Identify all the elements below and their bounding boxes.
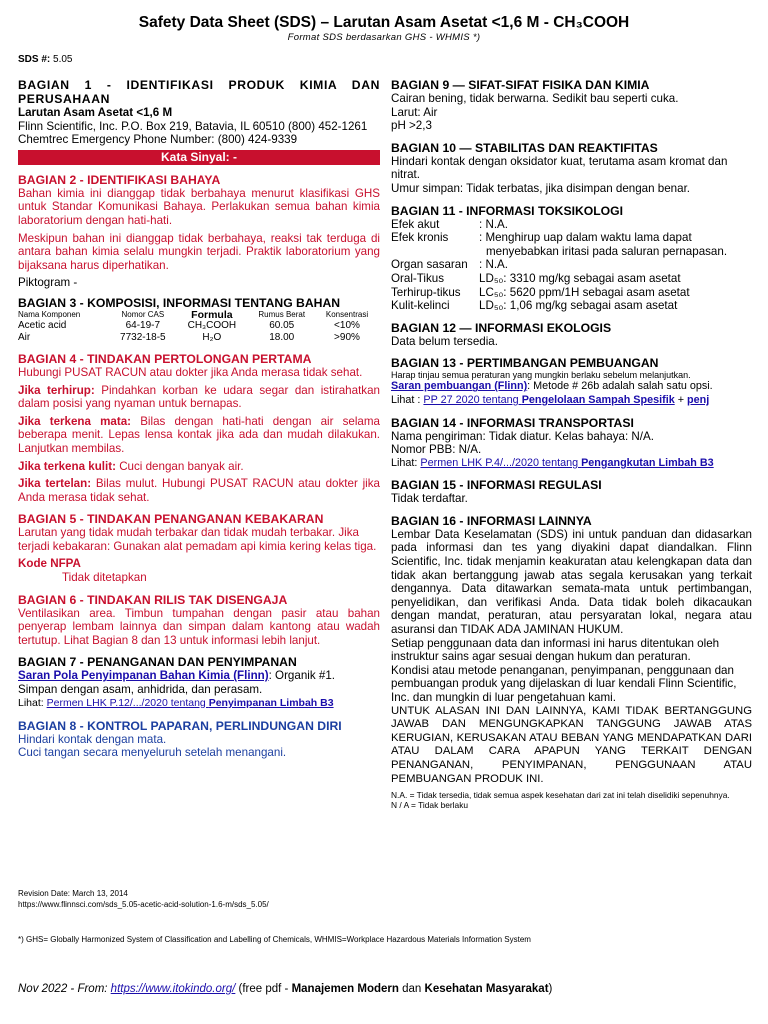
na-note-1: N.A. = Tidak tersedia, tidak semua aspek kesehatan dari zat ini telah diselidiki sepenuhnya. [391, 790, 730, 801]
sds-number-label: SDS #: [18, 54, 51, 65]
section-1-product: Larutan Asam Asetat <1,6 M [18, 106, 173, 119]
penj-link[interactable]: penj [687, 393, 710, 406]
credit-prefix: Nov 2022 - From: [18, 983, 111, 995]
section-7-p1: Simpan dengan asam, anhidrida, dan perasam. [18, 683, 263, 697]
section-13-note: Harap tinjau semua peraturan yang mungkin berlaku sebelum melanjutkan. [391, 370, 691, 381]
inhale-text: Pindahkan korban ke udara segar dan istirahatkan dalam posisi yang nyaman untuk bernapas. [18, 383, 380, 411]
sds-number-value: 5.05 [53, 54, 73, 65]
section-11 [391, 204, 752, 313]
section-12 [391, 321, 752, 349]
tox-value: LD₅₀: 1,06 mg/kg sebagai asam asetat [479, 299, 678, 313]
section-9 [391, 78, 752, 133]
section-4-swallow [18, 477, 380, 504]
revision-date: Revision Date: March 13, 2014 [18, 889, 128, 898]
section-5-heading: BAGIAN 5 - TINDAKAN PENANGANAN KEBAKARAN [18, 512, 324, 527]
section-3 [18, 296, 380, 344]
section-16 [391, 514, 752, 810]
table-row [18, 332, 378, 344]
inhale-label: Jika terhirup: [18, 383, 95, 397]
section-7-see [18, 697, 380, 709]
section-16-p4: UNTUK ALASAN INI DAN LAINNYA, KAMI TIDAK BERTANGGUNG JAWAB DAN MENGUNGKAPKAN TANGGUNG JAWAB ATAS KERUGIAN, KERUSAKAN ATAU BEBAN YANG MENDAPATKAN DARI ATAU DALAM CARA APAPUN YANG TERKAIT DENGAN PENANGANAN, PENYIMPANAN, PENGGUNAAN ATAU PEMBUANGAN PRODUK INI. [391, 704, 752, 785]
nfpa-value: Tidak ditetapkan [62, 571, 147, 585]
section-9-p2: Larut: Air [391, 105, 438, 119]
storage-pattern-link[interactable]: Saran Pola Penyimpanan Bahan Kimia (Flinn) [18, 669, 269, 683]
section-16-p3: Kondisi atau metode penanganan, penyimpanan, penggunaan dan pembuangan produk yang dijelaskan di luar kendali Flinn Scientific, Inc. dan mungkin di luar pengetahuan kami. [391, 663, 737, 704]
table-cell: 18.00 [269, 331, 295, 343]
table-cell: 60.05 [269, 319, 295, 331]
tox-label: Organ sasaran [391, 258, 468, 272]
eye-label: Jika terkena mata: [18, 414, 132, 428]
section-14-p1: Nama pengiriman: Tidak diatur. Kelas bahaya: N/A. [391, 429, 654, 443]
section-8-heading: BAGIAN 8 - KONTROL PAPARAN, PERLINDUNGAN DIRI [18, 718, 342, 733]
na-note-2: N / A = Tidak berlaku [391, 800, 469, 811]
table-cell: >90% [334, 331, 360, 343]
disposal-advice-link[interactable]: Saran pembuangan (Flinn) [391, 380, 528, 393]
tox-value: : N.A. [479, 258, 508, 272]
composition-table [18, 310, 378, 344]
section-7-heading: BAGIAN 7 - PENANGANAN DAN PENYIMPANAN [18, 655, 297, 670]
tox-value: : Menghirup uap dalam waktu lama dapat menyebabkan iritasi pada saluran pernapasan. [479, 231, 728, 258]
left-column [18, 78, 380, 760]
permen-lhk-link[interactable]: Permen LHK P.12/.../2020 tentang [46, 696, 209, 709]
storage-pattern-suffix: : Organik #1. [268, 669, 335, 683]
bottom-credit [18, 983, 552, 995]
swallow-text: Bilas mulut. Hubungi PUSAT RACUN atau dokter jika Anda merasa tidak sehat. [18, 477, 380, 504]
section-7 [18, 655, 380, 708]
tox-label: Oral-Tikus [391, 271, 445, 285]
tox-value: : N.A. [479, 217, 508, 231]
table-cell: 7732-18-5 [120, 331, 166, 343]
document-subtitle: Format SDS berdasarkan GHS - WHMIS *) [287, 32, 481, 43]
section-14-p2: Nomor PBB: N/A. [391, 443, 482, 457]
section-10 [391, 141, 752, 196]
col-weight: Rumus Berat [258, 309, 306, 319]
table-cell: CH₃COOH [187, 319, 237, 331]
table-cell: <10% [334, 319, 360, 331]
sds-number [18, 54, 72, 65]
section-11-heading: BAGIAN 11 - INFORMASI TOKSIKOLOGI [391, 203, 624, 218]
table-cell: Acetic acid [18, 319, 67, 331]
col-concentration: Konsentrasi [325, 309, 369, 319]
section-6-p1: Ventilasikan area. Timbun tumpahan dengan pasir atau bahan penyerap lembam lainnya dan simpan dalam kantong atau wadah tertutup. Lihat Bagian 8 dan 13 untuk informasi lebih lanjut. [18, 606, 380, 647]
section-1-company: Flinn Scientific, Inc. P.O. Box 219, Batavia, IL 60510 (800) 452-1261 [18, 119, 368, 133]
section-5 [18, 512, 380, 584]
section-15 [391, 478, 752, 506]
see-label: Lihat : [391, 393, 424, 406]
section-7-line1 [18, 669, 380, 683]
section-6 [18, 593, 380, 648]
tox-label: Terhirup-tikus [391, 285, 461, 299]
table-row [18, 320, 378, 332]
section-1 [18, 78, 380, 147]
section-4-inhale [18, 384, 380, 411]
disposal-advice-suffix: : Metode # 26b adalah salah satu opsi. [527, 380, 713, 393]
pp27-link[interactable]: PP 27 2020 tentang [423, 393, 522, 406]
credit-end: ) [548, 983, 553, 995]
section-10-heading: BAGIAN 10 — STABILITAS DAN REAKTIFITAS [391, 140, 658, 155]
section-2-heading: BAGIAN 2 - IDENTIFIKASI BAHAYA [18, 172, 221, 187]
permen-lhk-p4-link[interactable]: Permen LHK P.4/.../2020 tentang [420, 456, 582, 469]
right-column [391, 78, 752, 810]
section-10-p2: Umur simpan: Tidak terbatas, jika disimpan dengan benar. [391, 181, 691, 195]
see-label: Lihat: [391, 456, 421, 469]
section-3-heading: BAGIAN 3 - KOMPOSISI, INFORMASI TENTANG BAHAN [18, 295, 341, 310]
tox-value: LD₅₀: 3310 mg/kg sebagai asam asetat [479, 271, 681, 285]
section-4-p1: Hubungi PUSAT RACUN atau dokter jika Anda merasa tidak sehat. [18, 365, 363, 379]
skin-text: Cuci dengan banyak air. [119, 459, 244, 473]
waste-transport-link[interactable]: Pengangkutan Limbah B3 [581, 456, 714, 469]
section-13-line1 [391, 380, 752, 394]
section-2 [18, 173, 380, 290]
section-15-p1: Tidak terdaftar. [391, 492, 468, 506]
section-4-skin [18, 460, 380, 474]
specific-waste-link[interactable]: Pengelolaan Sampah Spesifik [521, 393, 675, 406]
footnote: *) GHS= Globally Harmonized System of Classification and Labelling of Chemicals, WHMIS=Workplace Hazardous Materials Information System [18, 935, 531, 944]
section-8-p2: Cuci tangan secara menyeluruh setelah menangani. [18, 746, 287, 760]
section-14 [391, 416, 752, 471]
section-8-p1: Hindari kontak dengan mata. [18, 732, 167, 746]
section-12-heading: BAGIAN 12 — INFORMASI EKOLOGIS [391, 320, 612, 335]
tox-label: Efek kronis [391, 231, 449, 245]
signal-word-bar: Kata Sinyal: - [18, 150, 380, 165]
itokindo-link[interactable]: https://www.itokindo.org/ [110, 983, 236, 995]
credit-bold-1: Manajemen Modern [291, 983, 399, 995]
col-formula: Formula [191, 308, 233, 321]
section-14-heading: BAGIAN 14 - INFORMASI TRANSPORTASI [391, 415, 634, 430]
section-13-see [391, 394, 752, 408]
composition-header-row [18, 310, 378, 320]
eye-text: Bilas dengan hati-hati dengan air selama beberapa menit. Lepas lensa kontak jika ada dan mudah dilakukan. Lanjutkan membilas. [18, 414, 380, 455]
tox-label: Kulit-kelinci [391, 299, 450, 313]
section-16-p2: Setiap penggunaan data dan informasi ini harus ditentukan oleh instruktur sains agar sesuai dengan hukum dan peraturan. [391, 636, 720, 664]
section-9-heading: BAGIAN 9 — SIFAT-SIFAT FISIKA DAN KIMIA [391, 78, 650, 92]
section-10-p1: Hindari kontak dengan oksidator kuat, terutama asam kromat dan nitrat. [391, 154, 728, 182]
section-14-see [391, 457, 752, 471]
section-4 [18, 352, 380, 504]
tox-value: LC₅₀: 5620 ppm/1H sebagai asam asetat [479, 285, 690, 299]
plus-sign: + [674, 393, 688, 406]
table-cell: Air [18, 331, 31, 343]
section-6-heading: BAGIAN 6 - TINDAKAN RILIS TAK DISENGAJA [18, 592, 288, 607]
see-label: Lihat: [18, 696, 47, 709]
tox-label: Efek akut [391, 217, 440, 231]
storage-waste-link[interactable]: Penyimpanan Limbah B3 [208, 696, 334, 709]
section-15-heading: BAGIAN 15 - INFORMASI REGULASI [391, 478, 602, 493]
section-13-heading: BAGIAN 13 - PERTIMBANGAN PEMBUANGAN [391, 356, 659, 371]
section-2-p1: Bahan kimia ini dianggap tidak berbahaya menurut klasifikasi GHS untuk Standar Komunikasi Bahaya. Perlakukan semua bahan kimia laboratorium dengan hati-hati. [18, 186, 380, 227]
section-9-p1: Cairan bening, tidak berwarna. Sedikit bau seperti cuka. [391, 92, 679, 105]
section-1-emergency: Chemtrec Emergency Phone Number: (800) 424-9339 [18, 133, 298, 147]
toxicology-grid [391, 218, 752, 313]
section-13 [391, 356, 752, 407]
source-url: https://www.flinnsci.com/sds_5.05-acetic-acid-solution-1.6-m/sds_5.05/ [18, 900, 269, 909]
section-9-p3: pH >2,3 [391, 119, 432, 133]
section-5-p1: Larutan yang tidak mudah terbakar dan tidak mudah terbakar. Jika terjadi kebakaran: Gunakan alat pemadam api kimia kering kelas tiga. [18, 526, 377, 553]
credit-bold-2: Kesehatan Masyarakat [424, 983, 549, 995]
section-2-p2: Meskipun bahan ini dianggap tidak berbahaya, reaksi tak terduga di antara bahan kimia selalu mungkin terjadi. Praktik laboratorium yang bijaksana harus diperhatikan. [18, 231, 380, 272]
credit-mid: (free pdf - [235, 983, 292, 995]
section-2-pictogram: Piktogram - [18, 276, 78, 290]
section-16-heading: BAGIAN 16 - INFORMASI LAINNYA [391, 513, 592, 528]
section-8 [18, 719, 380, 760]
nfpa-label: Kode NFPA [18, 557, 81, 571]
section-1-heading: BAGIAN 1 - IDENTIFIKASI PRODUK KIMIA DAN PERUSAHAAN [18, 78, 380, 106]
table-cell: H₂O [202, 331, 222, 343]
section-16-p1: Lembar Data Keselamatan (SDS) ini untuk panduan dan didasarkan pada informasi dan tes yang diyakini dapat diandalkan. Flinn Scientific, Inc. tidak menjamin keakuratan atau kelengkapan data dan tidak akan bertanggung jawab atas segala kerusakan yang terkait dengannya. Data ditawarkan semata-mata untuk pertimbangan, penyelidikan, dan verifikasi Anda. Data tidak boleh dikacaukan dengan mandat, peraturan, atau persyaratan lokal, negara atau asuransi dan TIDAK ADA JAMINAN HUKUM. [391, 527, 752, 637]
section-4-eye [18, 415, 380, 456]
section-4-heading: BAGIAN 4 - TINDAKAN PERTOLONGAN PERTAMA [18, 351, 312, 366]
skin-label: Jika terkena kulit: [18, 459, 116, 473]
col-component: Nama Komponen [18, 309, 81, 319]
document-title: Safety Data Sheet (SDS) – Larutan Asam Asetat <1,6 M - CH₃COOH [138, 14, 630, 31]
table-cell: 64-19-7 [125, 319, 161, 331]
section-12-p1: Data belum tersedia. [391, 334, 498, 348]
col-cas: Nomor CAS [121, 309, 165, 319]
swallow-label: Jika tertelan: [18, 477, 92, 491]
credit-and: dan [398, 983, 425, 995]
